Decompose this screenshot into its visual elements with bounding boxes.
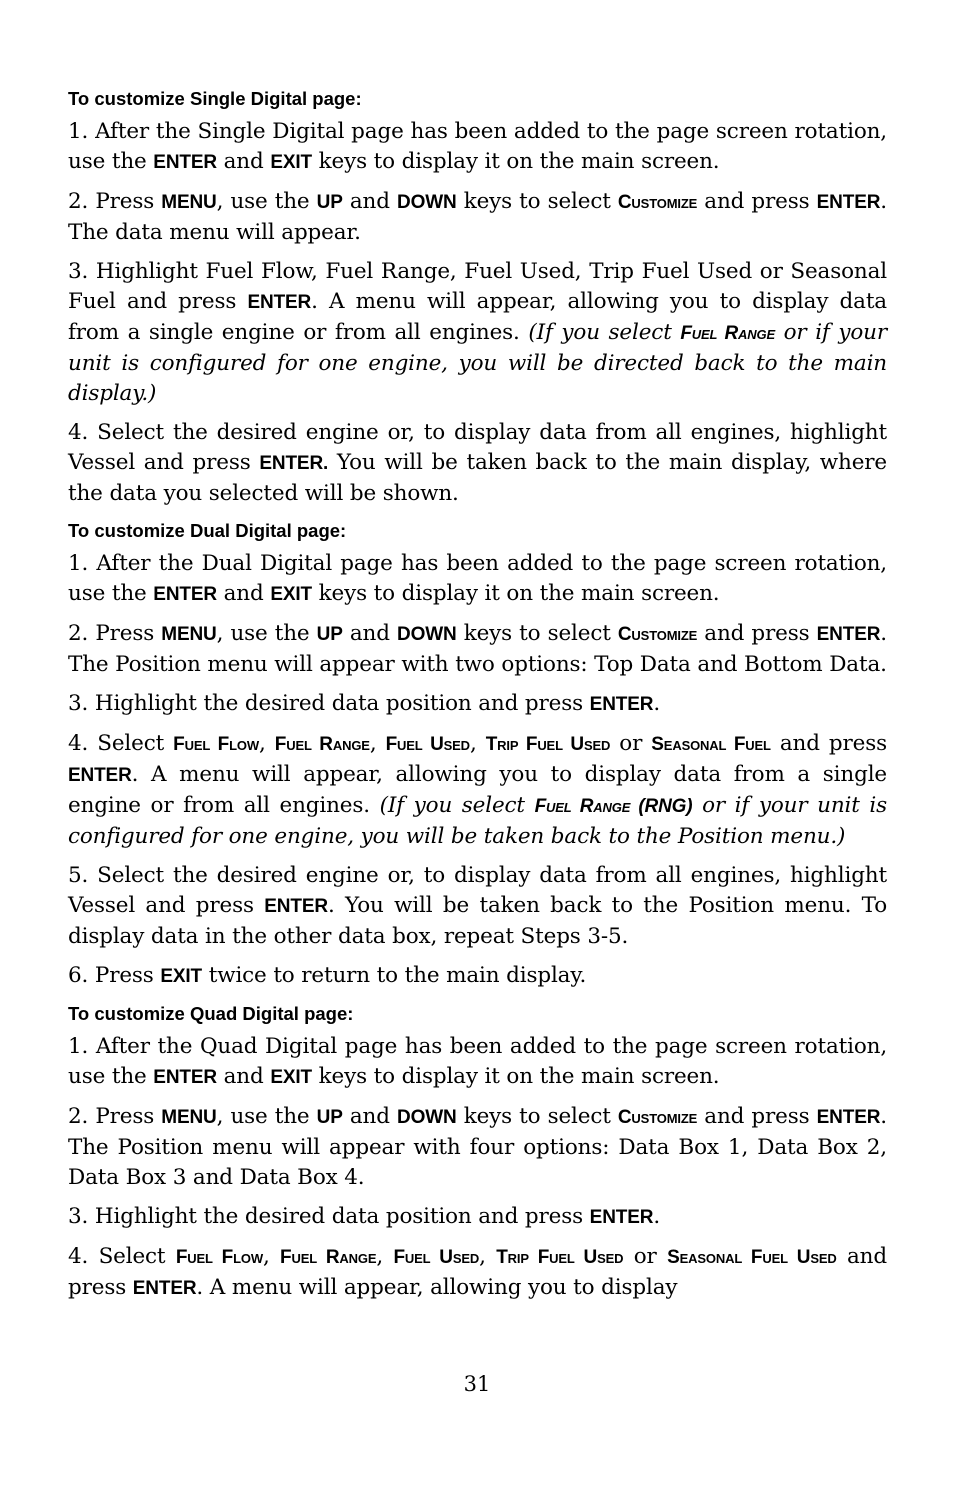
step-paragraph: 4. Select the desired engine or, to display data from all engines, highlight Vessel and press ENTER. You will be taken back to the main display, where the data you selected will be shown. xyxy=(68,420,888,506)
key-name: ENTER xyxy=(68,765,132,786)
step-paragraph: 1. After the Single Digital page has been added to the page screen rotation, use the ENTER and EXIT keys to display it on the main screen. xyxy=(68,119,887,174)
note-text: (If you select xyxy=(528,320,681,345)
menu-option: Fuel Flow xyxy=(173,734,260,755)
key-name: ENTER xyxy=(816,1107,881,1128)
key-name: ENTER xyxy=(247,292,312,313)
key-name: MENU xyxy=(161,192,217,213)
step-paragraph: 4. Select Fuel Flow, Fuel Range, Fuel Used, Trip Fuel Used or Seasonal Fuel Used and press ENTER. A menu will appear, allowing you to display xyxy=(68,1244,887,1300)
key-name: UP xyxy=(316,624,343,645)
key-name: ENTER xyxy=(264,896,328,917)
menu-option: Customize xyxy=(617,1107,698,1128)
menu-option: Trip Fuel Used xyxy=(496,1247,624,1268)
key-name: ENTER xyxy=(132,1278,197,1299)
menu-option: Customize xyxy=(617,624,698,645)
key-name: ENTER xyxy=(589,1207,654,1228)
key-name: ENTER xyxy=(153,584,217,605)
note-text: or if your unit is configured for one engine, you will be directed back to the main display.) xyxy=(68,320,887,406)
note-text: or if your unit is configured for one engine, you will be taken back to the Position menu.) xyxy=(68,793,888,849)
menu-option: Fuel Flow xyxy=(175,1247,263,1268)
section-heading: To customize Quad Digital page: xyxy=(68,1003,354,1024)
key-name: ENTER xyxy=(816,624,881,645)
menu-option: Fuel Used xyxy=(385,734,470,755)
key-name: UP xyxy=(316,1107,343,1128)
note-text: (If you select xyxy=(379,793,535,818)
menu-option: Trip Fuel Used xyxy=(485,734,611,755)
menu-option: Customize xyxy=(617,192,698,213)
menu-option: Seasonal Fuel xyxy=(651,734,771,755)
key-name: UP xyxy=(316,192,343,213)
step-paragraph: 3. Highlight the desired data position and press ENTER. xyxy=(68,1204,661,1229)
section-quad-digital xyxy=(68,1001,887,1304)
step-paragraph: 4. Select Fuel Flow, Fuel Range, Fuel Used, Trip Fuel Used or Seasonal Fuel and press ENTER. A menu will appear, allowing you to display data from a single engine or from all engines. (If you select Fuel Range (RNG) or if your unit is configured for one engine, you will be taken back to the Position menu.) xyxy=(68,731,888,849)
section-dual-digital xyxy=(68,518,887,992)
key-name: DOWN xyxy=(397,1107,457,1128)
page-number: 31 xyxy=(463,1372,491,1396)
step-paragraph: 6. Press EXIT twice to return to the main display. xyxy=(68,963,587,988)
section-heading: To customize Single Digital page: xyxy=(68,88,362,109)
step-paragraph: 5. Select the desired engine or, to display data from all engines, highlight Vessel and press ENTER. You will be taken back to the Position menu. To display data in the other data box, repeat Steps 3-5. xyxy=(68,863,887,949)
key-name: ENTER xyxy=(816,192,881,213)
section-single-digital xyxy=(68,86,887,509)
key-name: EXIT xyxy=(160,966,203,987)
step-paragraph: 3. Highlight the desired data position and press ENTER. xyxy=(68,691,661,716)
key-name: MENU xyxy=(161,1107,217,1128)
key-name: DOWN xyxy=(397,192,457,213)
key-name: ENTER xyxy=(153,1067,217,1088)
menu-option: Fuel Range xyxy=(280,1247,377,1268)
menu-option: Seasonal Fuel Used xyxy=(667,1247,837,1268)
step-paragraph: 1. After the Dual Digital page has been added to the page screen rotation, use the ENTER and EXIT keys to display it on the main screen. xyxy=(68,551,887,606)
step-paragraph: 3. Highlight Fuel Flow, Fuel Range, Fuel Used, Trip Fuel Used or Seasonal Fuel and press ENTER. A menu will appear, allowing you to display data from a single engine or from all engines. (If you select Fuel Range or if your unit is configured for one engine, you will be directed back to the main display.) xyxy=(68,259,887,406)
step-paragraph: 2. Press MENU, use the UP and DOWN keys to select Customize and press ENTER. The Position menu will appear with four options: Data Box 1, Data Box 2, Data Box 3 and Data Box 4. xyxy=(68,1104,887,1190)
key-name: ENTER. xyxy=(259,453,329,474)
menu-option: Fuel Range (RNG) xyxy=(534,796,693,817)
menu-option: Fuel Range xyxy=(680,323,775,344)
step-paragraph: 2. Press MENU, use the UP and DOWN keys to select Customize and press ENTER. The Position menu will appear with two options: Top Data and Bottom Data. xyxy=(68,621,887,677)
manual-page xyxy=(68,86,887,1313)
key-name: ENTER xyxy=(589,694,654,715)
key-name: DOWN xyxy=(397,624,457,645)
key-name: EXIT xyxy=(270,1067,312,1088)
menu-option: Fuel Range xyxy=(274,734,370,755)
key-name: EXIT xyxy=(270,152,312,173)
section-heading: To customize Dual Digital page: xyxy=(68,520,347,541)
menu-option: Fuel Used xyxy=(393,1247,480,1268)
key-name: ENTER xyxy=(153,152,217,173)
step-paragraph: 1. After the Quad Digital page has been added to the page screen rotation, use the ENTER and EXIT keys to display it on the main screen. xyxy=(68,1034,887,1089)
step-paragraph: 2. Press MENU, use the UP and DOWN keys to select Customize and press ENTER. The data menu will appear. xyxy=(68,189,887,245)
key-name: MENU xyxy=(161,624,217,645)
key-name: EXIT xyxy=(270,584,312,605)
